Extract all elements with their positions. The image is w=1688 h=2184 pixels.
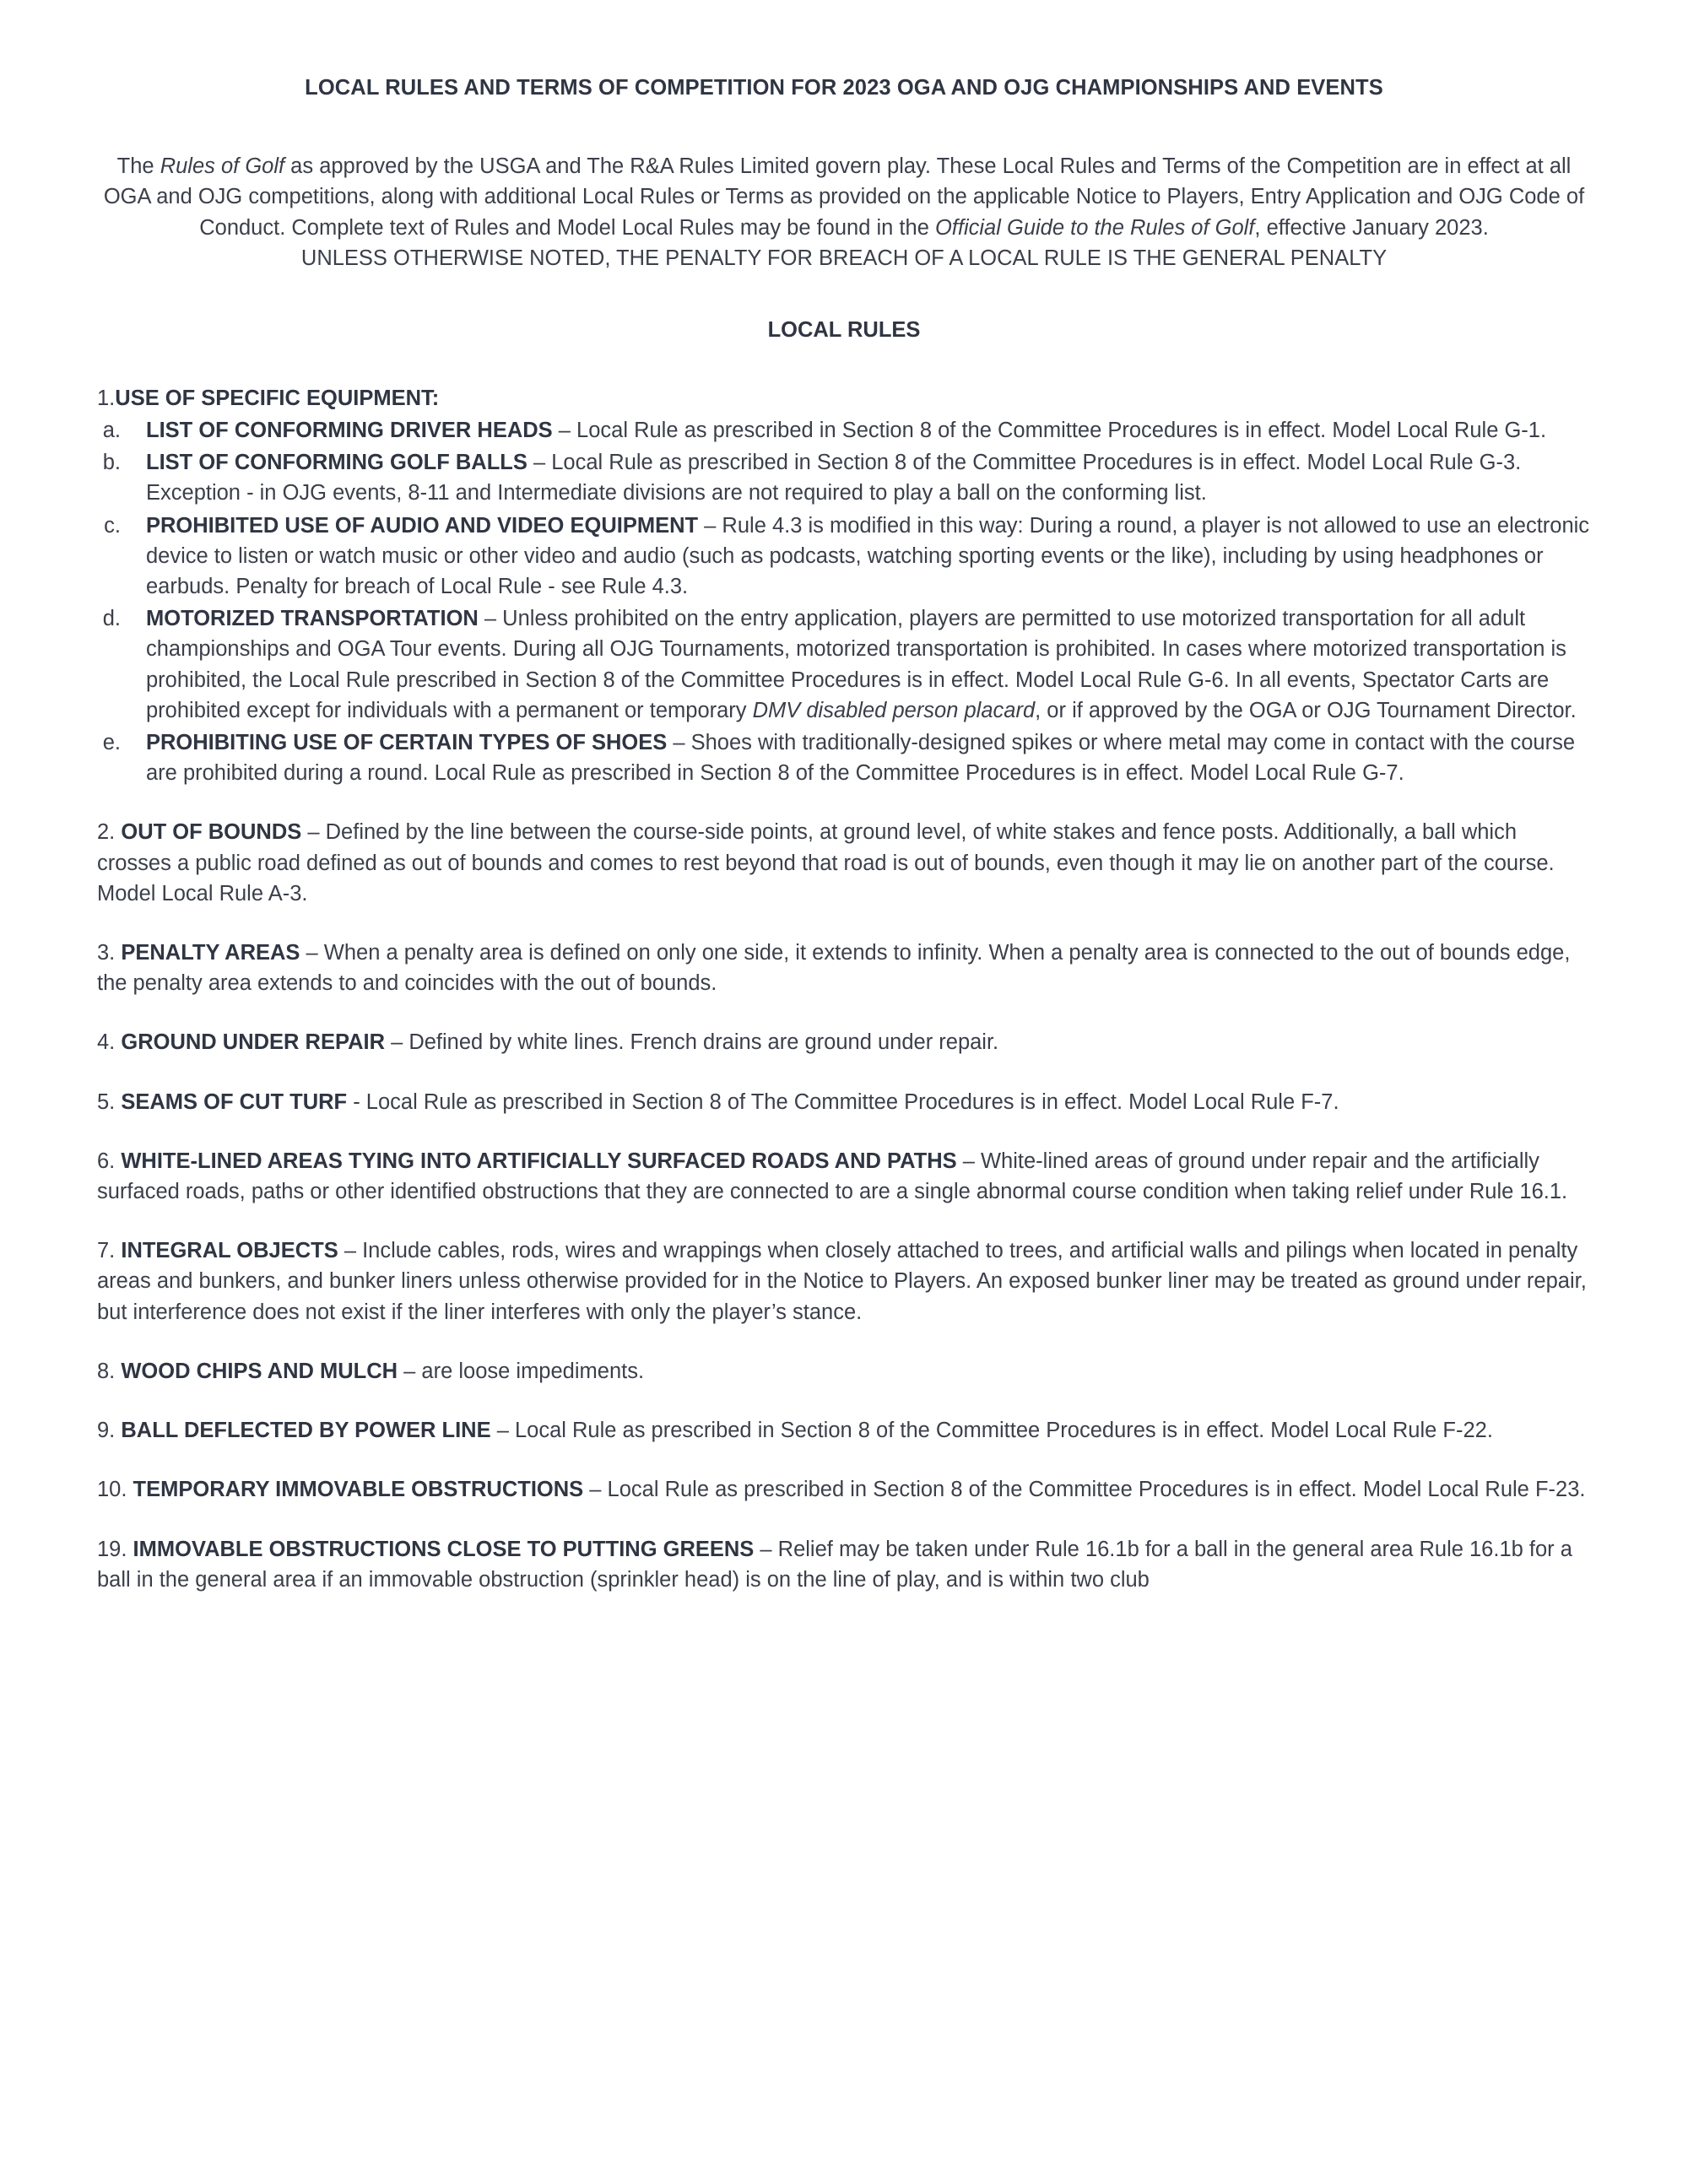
rule-19-label: IMMOVABLE OBSTRUCTIONS CLOSE TO PUTTING GREENS: [133, 1537, 755, 1561]
rule-1-item-b: [97, 447, 1591, 508]
rule-1-item-d-marker: d.: [102, 607, 121, 631]
rule-1: [97, 383, 1591, 414]
rule-1-item-d-text2: , or if approved by the OGA or OJG Tournament Director.: [1035, 698, 1577, 722]
rule-7-number: 7.: [97, 1239, 122, 1263]
rules-list: [97, 383, 1591, 1595]
rule-2-text: – Defined by the line between the course-side points, at ground level, of white stakes and fence posts. Additionally, a ball which crosses a public road defined as out of bounds and comes to rest beyond that road is out of bounds, even though it may lie on another part of the course. Model Local Rule A-3.: [97, 820, 1555, 905]
intro-italic-official-guide: Official Guide to the Rules of Golf: [934, 215, 1255, 240]
rule-1-item-d-label: MOTORIZED TRANSPORTATION: [146, 607, 479, 631]
rule-1-item-a-marker: a.: [102, 419, 121, 443]
page-bottom-margin: [0, 2160, 1688, 2184]
rule-1-item-e-text: – Shoes with traditionally-designed spikes or where metal may come in contact with the course are prohibited during a round. Local Rule as prescribed in Section 8 of the Committee Procedures is in effect. Model Local Rule G-7.: [146, 731, 1576, 786]
intro-text-b: as approved by the USGA and The R&A Rules Limited govern play. These Local Rules and Terms of the Competition are in effect at all OGA and OJG competitions, along with additional Local Rules or Terms as provided on the applicable Notice to Players, Entry Application and OJG Code of Conduct. Complete text of Rules and Model Local Rules may be found in the: [103, 154, 1585, 240]
rule-6-label: WHITE-LINED AREAS TYING INTO ARTIFICIALLY SURFACED ROADS AND PATHS: [121, 1149, 957, 1173]
rule-1-item-e-label: PROHIBITING USE OF CERTAIN TYPES OF SHOES: [146, 731, 668, 755]
rule-1-item-a-body: [146, 415, 1591, 446]
penalty-notice: UNLESS OTHERWISE NOTED, THE PENALTY FOR BREACH OF A LOCAL RULE IS THE GENERAL PENALTY: [300, 246, 1388, 271]
rule-10-label: TEMPORARY IMMOVABLE OBSTRUCTIONS: [133, 1478, 584, 1502]
rule-1-item-e-body: [146, 727, 1591, 788]
rule-2-label: OUT OF BOUNDS: [121, 820, 302, 845]
rule-1-sublist: [97, 415, 1591, 788]
rule-8: [97, 1356, 1591, 1387]
rule-1-item-e-marker: e.: [102, 731, 121, 755]
rule-3-text: – When a penalty area is defined on only one side, it extends to infinity. When a penalty area is connected to the out of bounds edge, the penalty area extends to and coincides with the out of bounds.: [97, 941, 1571, 996]
rule-1-item-a: [97, 415, 1591, 446]
rule-5-number: 5.: [97, 1089, 122, 1114]
intro-text-a: The: [116, 154, 160, 178]
rule-10-number: 10.: [97, 1478, 133, 1502]
rule-1-item-b-body: [146, 447, 1591, 508]
rule-9-number: 9.: [97, 1419, 122, 1443]
rule-1-item-e: [97, 727, 1591, 788]
rule-2: [97, 817, 1591, 909]
rule-10-text: – Local Rule as prescribed in Section 8 of the Committee Procedures is in effect. Model Local Rule F-23.: [583, 1478, 1586, 1502]
rule-4-text: – Defined by white lines. French drains are ground under repair.: [384, 1030, 999, 1055]
rule-9-text: – Local Rule as prescribed in Section 8 of the Committee Procedures is in effect. Model Local Rule F-22.: [490, 1419, 1493, 1443]
rule-5-label: SEAMS OF CUT TURF: [121, 1089, 348, 1114]
rule-2-number: 2.: [97, 820, 122, 845]
rule-5-text: - Local Rule as prescribed in Section 8 of The Committee Procedures is in effect. Model Local Rule F-7.: [347, 1089, 1339, 1114]
rule-3-label: PENALTY AREAS: [121, 941, 300, 965]
rule-3-number: 3.: [97, 941, 122, 965]
rule-4: [97, 1027, 1591, 1057]
rule-1-item-c: [97, 511, 1591, 603]
rule-1-item-c-label: PROHIBITED USE OF AUDIO AND VIDEO EQUIPMENT: [146, 513, 699, 538]
rule-4-label: GROUND UNDER REPAIR: [121, 1030, 385, 1055]
rule-9: [97, 1415, 1591, 1446]
rule-19-number: 19.: [97, 1537, 133, 1561]
rule-8-text: – are loose impediments.: [398, 1359, 645, 1383]
rule-1-item-c-body: [146, 511, 1591, 603]
rule-6-number: 6.: [97, 1149, 122, 1173]
rule-1-item-b-text: – Local Rule as prescribed in Section 8 of the Committee Procedures is in effect. Model Local Rule G-3. Exception - in OJG events, 8-11 and Intermediate divisions are not required to play a ball on the conforming list.: [146, 451, 1522, 505]
rule-7-text: – Include cables, rods, wires and wrappings when closely attached to trees, and artificial walls and pilings when located in penalty areas and bunkers, and bunker liners unless otherwise provided for in the Notice to Players. An exposed bunker liner may be treated as ground under repair, but interference does not exist if the liner interferes with only the player’s stance.: [97, 1239, 1587, 1324]
rule-6-text: – White-lined areas of ground under repair and the artificially surfaced roads, paths or other identified obstructions that they are connected to are a single abnormal course condition when taking relief under Rule 16.1.: [97, 1149, 1568, 1204]
rule-1-number: 1.: [97, 386, 116, 410]
rule-1-item-d-text: – Unless prohibited on the entry application, players are permitted to use motorized transportation for all adult championships and OGA Tour events. During all OJG Tournaments, motorized transportation is prohibited. In cases where motorized transportation is prohibited, the Local Rule prescribed in Section 8 of the Committee Procedures is in effect. Model Local Rule G-6. In all events, Spectator Carts are prohibited except for individuals with a permanent or temporary: [146, 607, 1566, 722]
rule-7-label: INTEGRAL OBJECTS: [121, 1239, 338, 1263]
rule-10: [97, 1474, 1591, 1505]
rule-1-item-d-body: [146, 603, 1591, 726]
rule-1-label: USE OF SPECIFIC EQUIPMENT:: [115, 386, 440, 410]
page-title: LOCAL RULES AND TERMS OF COMPETITION FOR 2023 OGA AND OJG CHAMPIONSHIPS AND EVENTS: [305, 76, 1383, 100]
rule-19-text: – Relief may be taken under Rule 16.1b for a ball in the general area Rule 16.1b for a ball in the general area if an immovable obstruction (sprinkler head) is on the line of play, and is within two club: [97, 1537, 1572, 1592]
rule-8-number: 8.: [97, 1359, 122, 1383]
intro-text-c: , effective January 2023.: [1254, 215, 1489, 240]
section-heading-local-rules: LOCAL RULES: [767, 317, 921, 342]
rule-6: [97, 1146, 1591, 1207]
rule-1-item-c-marker: c.: [104, 513, 121, 538]
intro-paragraph: [97, 151, 1591, 274]
rule-7: [97, 1235, 1591, 1327]
rule-1-item-d: [97, 603, 1591, 726]
rule-1-item-c-text: – Rule 4.3 is modified in this way: During a round, a player is not allowed to use an electronic device to listen or watch music or other video and audio (such as podcasts, watching sporting events or the like), including by using headphones or earbuds. Penalty for breach of Local Rule - see Rule 4.3.: [146, 513, 1590, 599]
rule-1-item-b-label: LIST OF CONFORMING GOLF BALLS: [146, 451, 528, 475]
rule-1-item-a-text: – Local Rule as prescribed in Section 8 of the Committee Procedures is in effect. Model Local Rule G-1.: [552, 419, 1547, 443]
intro-italic-rules-of-golf: Rules of Golf: [160, 154, 285, 178]
rule-9-label: BALL DEFLECTED BY POWER LINE: [121, 1419, 491, 1443]
rule-4-number: 4.: [97, 1030, 122, 1055]
rule-1-item-d-italic: DMV disabled person placard: [752, 698, 1036, 722]
rule-1-item-a-label: LIST OF CONFORMING DRIVER HEADS: [146, 419, 553, 443]
rule-19: [97, 1534, 1591, 1595]
rule-3: [97, 938, 1591, 998]
rule-1-item-b-marker: b.: [102, 451, 121, 475]
rule-8-label: WOOD CHIPS AND MULCH: [121, 1359, 398, 1383]
rule-5: [97, 1087, 1591, 1117]
